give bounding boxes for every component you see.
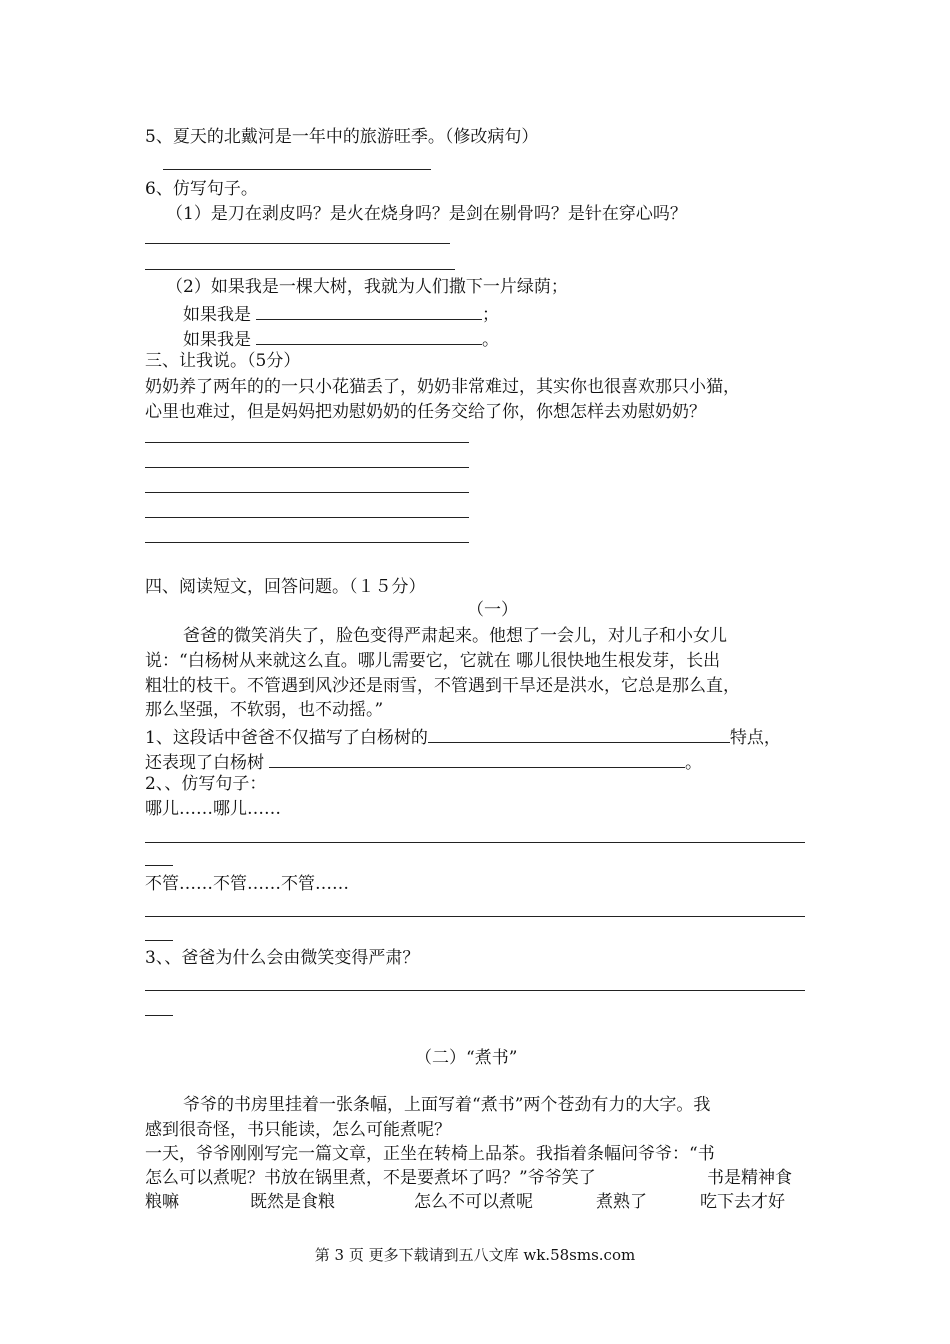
passage-text: 说：“白杨树从来就这么直。哪儿需要它，它就在 哪儿很快地生根发芽，长出 bbox=[145, 651, 721, 671]
answer-line bbox=[145, 442, 469, 443]
question-text: 特点， bbox=[729, 728, 781, 748]
answer-line bbox=[145, 243, 450, 244]
question-6-2: （2）如果我是一棵大树，我就为人们撒下一片绿荫； bbox=[166, 277, 568, 297]
part-1-question-1 bbox=[145, 724, 781, 749]
question-text: 。 bbox=[685, 753, 702, 773]
question-6-1: （1）是刀在剥皮吗？是火在烧身吗？是剑在剔骨吗？是针在穿心吗？ bbox=[166, 204, 687, 224]
answer-line bbox=[145, 940, 173, 941]
answer-line bbox=[145, 865, 173, 866]
section-3-text: 心里也难过，但是妈妈把劝慰奶奶的任务交给了你，你想怎样去劝慰奶奶？ bbox=[145, 402, 706, 422]
answer-line bbox=[163, 169, 431, 170]
fill-suffix: 。 bbox=[482, 330, 499, 350]
fill-prefix: 如果我是 bbox=[183, 305, 251, 325]
passage-text: 粗壮的枝干。不管遇到风沙还是雨雪，不管遇到干旱还是洪水，它总是那么直， bbox=[145, 676, 740, 696]
part-1-question-2: 2、、仿写句子： bbox=[145, 774, 267, 794]
passage-text: 爸爸的微笑消失了，脸色变得严肃起来。他想了一会儿，对儿子和小女儿 bbox=[183, 626, 727, 646]
blank-field bbox=[428, 724, 730, 743]
fill-suffix: ； bbox=[482, 305, 499, 325]
passage-fragment: 既然是食粮 bbox=[250, 1192, 335, 1212]
fill-line-b bbox=[183, 326, 499, 351]
answer-line bbox=[145, 492, 469, 493]
answer-line bbox=[145, 916, 805, 917]
answer-line bbox=[145, 542, 469, 543]
answer-line bbox=[145, 517, 469, 518]
pattern-1: 哪儿……哪儿…… bbox=[145, 799, 281, 819]
passage-text: 一天，爷爷刚刚写完一篇文章，正坐在转椅上品茶。我指着条幅问爷爷：“书 bbox=[145, 1144, 715, 1164]
answer-line bbox=[145, 842, 805, 843]
section-3-text: 奶奶养了两年的的一只小花猫丢了，奶奶非常难过，其实你也很喜欢那只小猫， bbox=[145, 377, 740, 397]
passage-text: 书是精神食 bbox=[707, 1168, 792, 1188]
answer-line bbox=[145, 269, 455, 270]
blank-field bbox=[256, 326, 482, 345]
question-text: 还表现了白杨树 bbox=[145, 753, 264, 773]
part-1-title: （一） bbox=[467, 600, 518, 620]
section-4-title: 四、阅读短文，回答问题。（１５分） bbox=[145, 577, 426, 597]
blank-field bbox=[256, 301, 482, 320]
fill-line-a bbox=[183, 301, 499, 326]
question-text: 1、这段话中爸爸不仅描写了白杨树的 bbox=[145, 728, 428, 748]
pattern-2: 不管……不管……不管…… bbox=[145, 874, 349, 894]
question-6: 6、仿写句子。 bbox=[145, 179, 258, 199]
answer-line bbox=[145, 467, 469, 468]
passage-text: 爷爷的书房里挂着一张条幅，上面写着“煮书”两个苍劲有力的大字。我 bbox=[183, 1095, 711, 1115]
part-1-question-3: 3、、爸爸为什么会由微笑变得严肃？ bbox=[145, 948, 420, 968]
blank-field bbox=[269, 749, 685, 768]
passage-fragment: 吃下去才好 bbox=[700, 1192, 785, 1212]
answer-line bbox=[145, 1015, 173, 1016]
section-3-title: 三、让我说。（5分） bbox=[145, 351, 301, 371]
question-5: 5、夏天的北戴河是一年中的旅游旺季。（修改病句） bbox=[145, 127, 539, 147]
passage-fragment: 粮嘛 bbox=[145, 1192, 179, 1212]
passage-text: 感到很奇怪，书只能读，怎么可能煮呢？ bbox=[145, 1120, 451, 1140]
answer-line bbox=[145, 990, 805, 991]
passage-text: 怎么可以煮呢？书放在锅里煮，不是要煮坏了吗？”爷爷笑了 bbox=[145, 1168, 596, 1188]
part-2-title: （二）“煮书” bbox=[415, 1048, 518, 1068]
page-footer: 第 3 页 更多下载请到五八文库 wk.58sms.com bbox=[314, 1246, 636, 1264]
passage-text: 那么坚强，不软弱，也不动摇。” bbox=[145, 700, 384, 720]
fill-prefix: 如果我是 bbox=[183, 330, 251, 350]
part-1-question-1-cont bbox=[145, 749, 702, 774]
passage-fragment: 煮熟了 bbox=[596, 1192, 647, 1212]
passage-fragment: 怎么不可以煮呢 bbox=[414, 1192, 533, 1212]
